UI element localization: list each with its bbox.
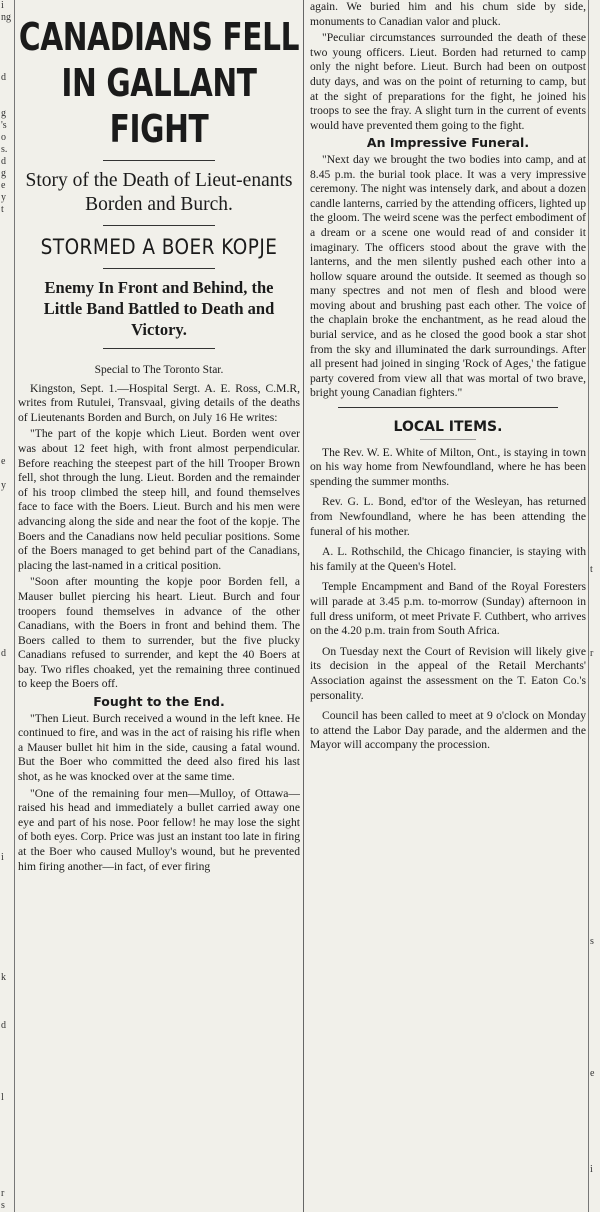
gutter-fragment xyxy=(590,888,600,900)
gutter-fragment xyxy=(0,564,14,576)
gutter-fragment xyxy=(0,216,14,228)
gutter-fragment: s xyxy=(590,936,594,947)
gutter-fragment xyxy=(0,360,14,372)
gutter-fragment xyxy=(0,1116,14,1128)
gutter-fragment xyxy=(0,780,14,792)
gutter-fragment xyxy=(590,12,600,24)
local-items-title: LOCAL ITEMS. xyxy=(393,419,503,436)
gutter-fragment xyxy=(590,948,600,960)
gutter-fragment xyxy=(0,576,14,588)
gutter-fragment xyxy=(0,84,14,96)
gutter-fragment xyxy=(590,804,600,816)
divider xyxy=(338,407,558,408)
gutter-fragment xyxy=(590,60,600,72)
local-item: Rev. G. L. Bond, ed'tor of the Wesleyan, has returned from Newfoundland, where he has been attending the funeral of his mother. xyxy=(310,495,586,538)
gutter-fragment xyxy=(590,516,600,528)
gutter-fragment xyxy=(590,624,600,636)
right-gutter-fragments xyxy=(590,0,600,1212)
gutter-fragment xyxy=(590,1092,600,1104)
gutter-fragment xyxy=(590,360,600,372)
gutter-fragment xyxy=(590,312,600,324)
gutter-fragment xyxy=(0,684,14,696)
gutter-fragment xyxy=(590,48,600,60)
gutter-fragment: i xyxy=(1,852,4,863)
gutter-fragment xyxy=(0,396,14,408)
gutter-fragment xyxy=(0,552,14,564)
gutter-fragment xyxy=(0,540,14,552)
gutter-fragment xyxy=(0,336,14,348)
gutter-fragment xyxy=(0,612,14,624)
gutter-fragment xyxy=(590,144,600,156)
gutter-fragment xyxy=(590,540,600,552)
gutter-fragment xyxy=(590,192,600,204)
gutter-fragment: k xyxy=(1,972,6,983)
gutter-fragment: d xyxy=(1,156,6,167)
gutter-fragment xyxy=(0,264,14,276)
gutter-fragment xyxy=(0,996,14,1008)
gutter-fragment xyxy=(0,840,14,852)
article-paragraph: Kingston, Sept. 1.—Hospital Sergt. A. E. Ross, C.M.R, writes from Rutulei, Transvaal, giving details of the deaths of Lieutenants Borden and Burch, on July 16 He writes: xyxy=(18,381,300,424)
gutter-fragment xyxy=(0,936,14,948)
gutter-fragment xyxy=(590,732,600,744)
gutter-fragment xyxy=(590,984,600,996)
gutter-fragment: r xyxy=(590,648,594,659)
gutter-fragment: i xyxy=(590,1164,593,1175)
gutter-fragment xyxy=(590,756,600,768)
gutter-fragment xyxy=(590,108,600,120)
gutter-fragment xyxy=(0,96,14,108)
gutter-fragment xyxy=(590,960,600,972)
gutter-fragment xyxy=(590,900,600,912)
gutter-fragment xyxy=(0,444,14,456)
left-column xyxy=(18,0,300,1212)
gutter-fragment xyxy=(590,912,600,924)
gutter-fragment xyxy=(590,636,600,648)
gutter-fragment xyxy=(590,396,600,408)
gutter-fragment xyxy=(590,1188,600,1200)
gutter-fragment xyxy=(590,180,600,192)
gutter-fragment xyxy=(0,516,14,528)
gutter-fragment xyxy=(590,336,600,348)
gutter-fragment: d xyxy=(1,1020,6,1031)
gutter-fragment xyxy=(590,384,600,396)
gutter-fragment xyxy=(0,504,14,516)
gutter-fragment: l xyxy=(1,1092,4,1103)
deck-stormed: STORMED A BOER KOPJE xyxy=(40,235,278,259)
gutter-fragment xyxy=(590,432,600,444)
gutter-fragment xyxy=(590,216,600,228)
article-paragraph: again. We buried him and his chum side by side, monuments to Canadian valor and pluck. xyxy=(310,0,586,28)
gutter-fragment xyxy=(590,612,600,624)
gutter-fragment xyxy=(0,768,14,780)
gutter-fragment xyxy=(590,552,600,564)
gutter-fragment xyxy=(590,768,600,780)
gutter-fragment xyxy=(590,1176,600,1188)
gutter-fragment: s xyxy=(1,1200,5,1211)
credit-line: Special to The Toronto Star. xyxy=(94,364,224,376)
gutter-fragment xyxy=(590,1080,600,1092)
gutter-fragment: g xyxy=(1,168,6,179)
gutter-fragment xyxy=(590,1008,600,1020)
gutter-fragment xyxy=(0,672,14,684)
gutter-fragment xyxy=(0,36,14,48)
gutter-fragment xyxy=(590,348,600,360)
gutter-fragment xyxy=(590,1152,600,1164)
gutter-fragment xyxy=(0,888,14,900)
gutter-fragment xyxy=(590,168,600,180)
gutter-fragment xyxy=(0,1152,14,1164)
gutter-fragment xyxy=(590,1104,600,1116)
gutter-fragment xyxy=(590,36,600,48)
gutter-fragment xyxy=(590,1140,600,1152)
gutter-fragment xyxy=(0,744,14,756)
gutter-fragment xyxy=(0,792,14,804)
gutter-fragment xyxy=(0,312,14,324)
article-paragraph: "Soon after mounting the kopje poor Borden fell, a Mauser bullet piercing his heart. Lieut. Burch and four troopers found themselves in advance of the other Canadians, with the Boers in front and behind them. The Boers called to them to surrender, but the five plucky Canadians refused to surrender, and kept the 40 Boers at bay. Two rifles choaked, yet the remaining three continued to keep the Boers off. xyxy=(18,575,300,691)
gutter-fragment xyxy=(590,444,600,456)
deck-enemy: Enemy In Front and Behind, the Little Band Battled to Death and Victory. xyxy=(43,278,275,339)
gutter-fragment xyxy=(0,804,14,816)
gutter-fragment xyxy=(0,756,14,768)
gutter-fragment xyxy=(0,696,14,708)
gutter-fragment xyxy=(590,84,600,96)
left-gutter-fragments xyxy=(0,0,15,1212)
local-item: Council has been called to meet at 9 o'clock on Monday to attend the Labor Day parade, and the aldermen and the Mayor will accompany the procession. xyxy=(310,709,586,752)
gutter-fragment xyxy=(590,1056,600,1068)
gutter-fragment xyxy=(0,900,14,912)
gutter-fragment xyxy=(0,372,14,384)
gutter-fragment xyxy=(590,156,600,168)
gutter-fragment: e xyxy=(1,180,6,191)
gutter-fragment xyxy=(0,48,14,60)
gutter-fragment xyxy=(590,132,600,144)
gutter-fragment xyxy=(0,252,14,264)
gutter-fragment xyxy=(0,600,14,612)
gutter-fragment xyxy=(0,1008,14,1020)
gutter-fragment xyxy=(0,288,14,300)
column-rule xyxy=(303,0,304,1212)
gutter-fragment xyxy=(590,1128,600,1140)
gutter-fragment: e xyxy=(1,456,6,467)
divider xyxy=(103,268,216,269)
gutter-fragment xyxy=(590,96,600,108)
gutter-fragment xyxy=(0,1104,14,1116)
right-column-rule xyxy=(588,0,589,1212)
gutter-fragment xyxy=(590,300,600,312)
article-paragraph: "One of the remaining four men—Mulloy, of Ottawa—raised his head and immediately a bullet carried away one eye and part of his nose. Poor fellow! he may lose the sight of both eyes. Corp. Price was just an instant too late in firing at the Boer who caused Mulloy's wound, but he prevented him firing another—in fact, of ever firing xyxy=(18,786,300,873)
gutter-fragment xyxy=(0,1128,14,1140)
gutter-fragment xyxy=(590,408,600,420)
gutter-fragment xyxy=(0,816,14,828)
divider xyxy=(103,348,216,349)
gutter-fragment xyxy=(590,1032,600,1044)
gutter-fragment xyxy=(590,324,600,336)
gutter-fragment xyxy=(590,252,600,264)
gutter-fragment xyxy=(590,204,600,216)
gutter-fragment xyxy=(590,852,600,864)
gutter-fragment xyxy=(0,1140,14,1152)
gutter-fragment xyxy=(590,288,600,300)
gutter-fragment xyxy=(0,864,14,876)
article-paragraph: "Then Lieut. Burch received a wound in the left knee. He continued to fire, and was in the act of raising his rifle when a Mauser bullet hit him in the side, causing a fatal wound. But the Boer who committed the deed also fired his last shot, as he was knocked over at the same time. xyxy=(18,711,300,784)
gutter-fragment xyxy=(0,468,14,480)
gutter-fragment xyxy=(0,828,14,840)
gutter-fragment xyxy=(0,876,14,888)
local-item: A. L. Rothschild, the Chicago financier, is staying with his family at the Queen's Hotel. xyxy=(310,545,586,573)
gutter-fragment xyxy=(0,432,14,444)
gutter-fragment xyxy=(0,624,14,636)
gutter-fragment xyxy=(590,420,600,432)
gutter-fragment xyxy=(590,840,600,852)
gutter-fragment: 's xyxy=(1,120,7,131)
gutter-fragment: r xyxy=(1,1188,5,1199)
subhead-funeral: An Impressive Funeral. xyxy=(366,135,530,151)
gutter-fragment xyxy=(0,528,14,540)
local-item: The Rev. W. E. White of Milton, Ont., is staying in town on his way home from Newfoundland, where he has been spending the summer months. xyxy=(310,445,586,488)
gutter-fragment xyxy=(590,684,600,696)
local-item: Temple Encampment and Band of the Royal Foresters will parade at 3.45 p.m. to-morrow (Sunday) afternoon in full dress uniform, ot meet Private F. Cuthbert, who arrives on the 4.20 p.m. train from South Africa. xyxy=(310,580,586,638)
gutter-fragment xyxy=(0,1176,14,1188)
subhead-fought: Fought to the End. xyxy=(93,694,225,710)
gutter-fragment xyxy=(590,528,600,540)
gutter-fragment: e xyxy=(590,1068,595,1079)
gutter-fragment xyxy=(0,960,14,972)
gutter-fragment xyxy=(0,720,14,732)
gutter-fragment xyxy=(590,816,600,828)
gutter-fragment xyxy=(590,588,600,600)
gutter-fragment xyxy=(590,780,600,792)
gutter-fragment: d xyxy=(1,648,6,659)
gutter-fragment: o xyxy=(1,132,6,143)
gutter-fragment: i xyxy=(1,0,4,11)
gutter-fragment xyxy=(0,660,14,672)
gutter-fragment xyxy=(0,636,14,648)
gutter-fragment xyxy=(590,576,600,588)
deck-story: Story of the Death of Lieut-enants Borden and Burch. xyxy=(25,170,293,215)
gutter-fragment xyxy=(590,996,600,1008)
gutter-fragment xyxy=(590,828,600,840)
gutter-fragment xyxy=(590,240,600,252)
gutter-fragment xyxy=(0,420,14,432)
gutter-fragment xyxy=(590,708,600,720)
gutter-fragment xyxy=(590,276,600,288)
gutter-fragment xyxy=(590,72,600,84)
article-paragraph: "The part of the kopje which Lieut. Borden went over was about 12 feet high, with front almost perpendicular. Before reaching the steepest part of the hill Trooper Brown fell, shot through the lung. Lieut. Borden and the remainder of his troop climbed the steep hill, and found themselves face to face with the Boers. Lieut. Burch and his men were advancing along the side and near the foot of the kopje. The Boers and the Canadians now held peculiar positions. Some of the Boers managed to get behind part of the Canadians, placing the last-named in a critical position. xyxy=(18,427,300,572)
gutter-fragment: t xyxy=(590,564,593,575)
gutter-fragment xyxy=(0,588,14,600)
article-paragraph: "Peculiar circumstances surrounded the death of these two young officers. Lieut. Borden had returned to camp only the night before. Lieut. Burch had been on outpost duty days, and was on the point of returning to camp, but at the sight of preparations for the fight, he joined his troops to see the fray. A slight turn in the current of events would have prevented them going to the fight. xyxy=(310,31,586,132)
gutter-fragment xyxy=(0,348,14,360)
gutter-fragment xyxy=(590,372,600,384)
gutter-fragment xyxy=(590,120,600,132)
gutter-fragment xyxy=(590,720,600,732)
gutter-fragment xyxy=(0,1080,14,1092)
gutter-fragment: s. xyxy=(1,144,8,155)
gutter-fragment: g xyxy=(1,108,6,119)
gutter-fragment xyxy=(590,504,600,516)
gutter-fragment xyxy=(590,864,600,876)
headline-line-2: IN GALLANT FIGHT xyxy=(61,61,257,151)
divider xyxy=(103,160,216,161)
gutter-fragment xyxy=(590,600,600,612)
gutter-fragment xyxy=(590,972,600,984)
gutter-fragment xyxy=(590,672,600,684)
gutter-fragment xyxy=(590,1020,600,1032)
gutter-fragment xyxy=(0,1032,14,1044)
gutter-fragment xyxy=(590,696,600,708)
gutter-fragment xyxy=(0,324,14,336)
headline-line-1: CANADIANS FELL xyxy=(18,15,300,59)
gutter-fragment xyxy=(590,1116,600,1128)
gutter-fragment xyxy=(0,984,14,996)
gutter-fragment xyxy=(0,1164,14,1176)
gutter-fragment xyxy=(0,240,14,252)
headline xyxy=(18,14,300,152)
gutter-fragment xyxy=(590,0,600,12)
gutter-fragment xyxy=(590,492,600,504)
gutter-fragment xyxy=(590,744,600,756)
gutter-fragment xyxy=(0,24,14,36)
gutter-fragment xyxy=(0,300,14,312)
gutter-fragment: ng xyxy=(1,12,11,23)
local-item: On Tuesday next the Court of Revision will likely give its decision in the appeal of the Retail Merchants' Association against the assessment on the T. Eaton Co.'s personality. xyxy=(310,644,586,702)
gutter-fragment xyxy=(590,876,600,888)
gutter-fragment xyxy=(0,492,14,504)
gutter-fragment: d xyxy=(1,72,6,83)
gutter-fragment xyxy=(590,1200,600,1212)
gutter-fragment xyxy=(590,660,600,672)
gutter-fragment xyxy=(590,264,600,276)
gutter-fragment xyxy=(0,60,14,72)
gutter-fragment: y xyxy=(1,192,6,203)
gutter-fragment xyxy=(0,1044,14,1056)
gutter-fragment xyxy=(590,480,600,492)
gutter-fragment xyxy=(0,912,14,924)
gutter-fragment xyxy=(590,1044,600,1056)
divider xyxy=(103,225,216,226)
gutter-fragment xyxy=(0,732,14,744)
gutter-fragment xyxy=(590,792,600,804)
gutter-fragment xyxy=(0,276,14,288)
divider xyxy=(420,439,475,440)
gutter-fragment xyxy=(0,708,14,720)
gutter-fragment xyxy=(590,468,600,480)
gutter-fragment xyxy=(0,1068,14,1080)
gutter-fragment xyxy=(0,1056,14,1068)
gutter-fragment xyxy=(0,948,14,960)
gutter-fragment xyxy=(590,24,600,36)
article-paragraph: "Next day we brought the two bodies into camp, and at 8.45 p.m. the burial took place. It was a very impressive ceremony. The night was intensely dark, and about a dozen candle lanterns, carried by the attending officers, lighted up the gloom. The weird scene was the perfect embodiment of a dream or a scene one would read of and consider it imaginary. The officers stood about the grave with the lanterns, and the men silently pushed each other into a hollow square around the outside. It seemed as though so many spectres and not men of flesh and blood were moving about and brushing past each other. The voice of the chaplain broke the enchantment, as he read aloud the burial service, and as he closed the good book a star shot from the sky and illuminated the dark surroundings. After all present had joined in singing 'Rock of Ages,' the fatigue party covered from view all that was mortal of two brave, bright young Canadian fighters." xyxy=(310,152,586,400)
gutter-fragment xyxy=(590,924,600,936)
gutter-fragment xyxy=(590,228,600,240)
gutter-fragment xyxy=(0,408,14,420)
gutter-fragment xyxy=(0,924,14,936)
right-column xyxy=(310,0,586,1212)
gutter-fragment xyxy=(0,384,14,396)
gutter-fragment xyxy=(0,228,14,240)
gutter-fragment xyxy=(590,456,600,468)
gutter-fragment: t xyxy=(1,204,4,215)
gutter-fragment: y xyxy=(1,480,6,491)
